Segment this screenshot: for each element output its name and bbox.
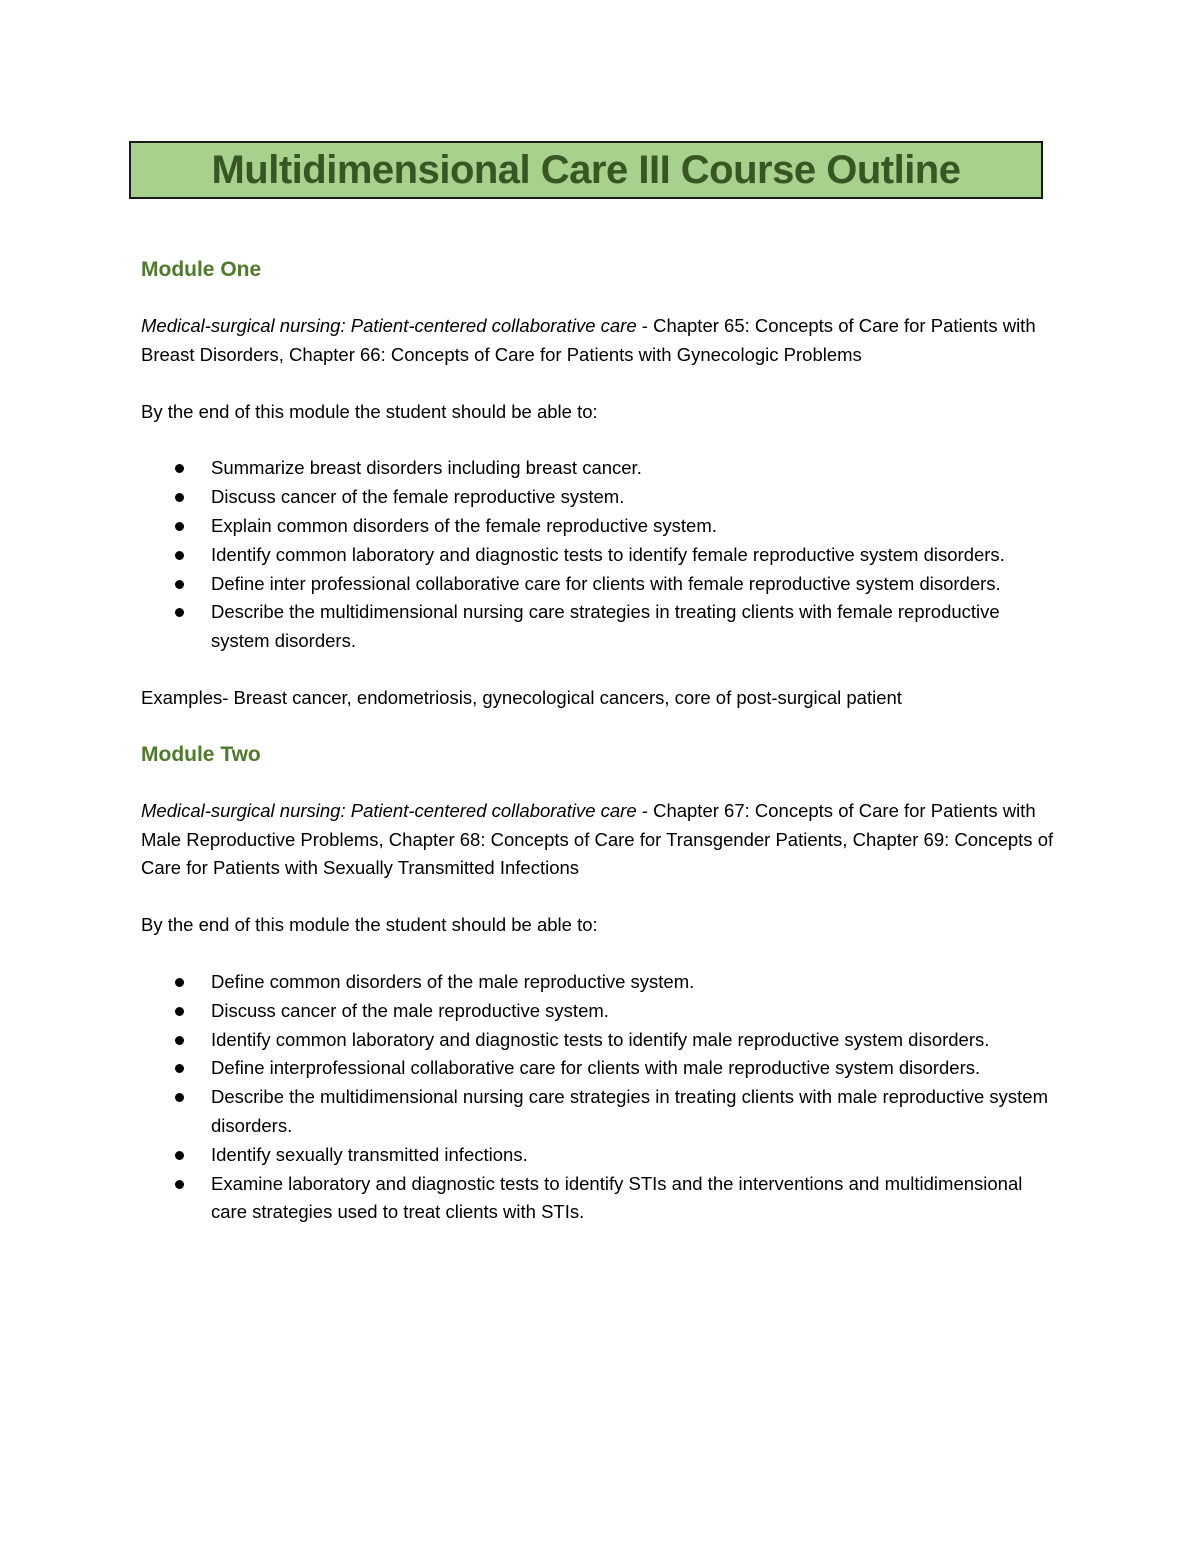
list-item [141,997,1056,1026]
module-one-reference-title: Medical-surgical nursing: Patient-centered collaborative care [141,315,637,336]
module-two-reference [141,797,1056,883]
objective-text: Identify common laboratory and diagnostic tests to identify male reproductive system disorders. [211,1028,990,1050]
objective-text: Explain common disorders of the female reproductive system. [211,514,717,536]
module-one-reference [141,312,1056,370]
list-item [141,968,1056,997]
list-item [141,1054,1056,1083]
list-item [141,570,1056,599]
bullet-icon [175,1007,184,1016]
list-item [141,598,1056,656]
list-item [141,454,1056,483]
module-one-intro: By the end of this module the student should be able to: [141,400,598,422]
module-one-reference-chapters: - Chapter 65: Concepts of Care for Patients with Breast Disorders, Chapter 66: Concepts of Care for Patients with Gynecologic Problems [141,315,1036,365]
objective-text: Identify common laboratory and diagnostic tests to identify female reproductive system disorders. [211,543,1005,565]
objective-text: Define inter professional collaborative care for clients with female reproductive system disorders. [211,572,1001,594]
module-one-section [141,256,1056,713]
list-item [141,1026,1056,1055]
bullet-icon [175,1180,184,1189]
objective-text: Identify sexually transmitted infections. [211,1143,528,1165]
page-title: Multidimensional Care III Course Outline [211,147,961,192]
module-two-reference-chapters: - Chapter 67: Concepts of Care for Patients with Male Reproductive Problems, Chapter 68: Concepts of Care for Transgender Patients, Chapter 69: Concepts of Care for Patients with Sexually Transmitted Infections [141,799,1054,879]
bullet-icon [175,1064,184,1073]
bullet-icon [175,1036,184,1045]
list-item [141,1170,1056,1228]
objective-text: Examine laboratory and diagnostic tests to identify STIs and the interventions and multidimensional care strategies used to treat clients with STIs. [211,1172,1023,1223]
objective-text: Define common disorders of the male reproductive system. [211,970,695,992]
module-two-section [141,741,1056,1227]
bullet-icon [175,978,184,987]
title-banner [129,141,1043,199]
module-two-objectives [141,968,1056,1227]
bullet-icon [175,1093,184,1102]
bullet-icon [175,551,184,560]
document-body [141,256,1056,1255]
module-one-objectives [141,454,1056,656]
objective-text: Describe the multidimensional nursing care strategies in treating clients with female reproductive system disorders. [211,601,1000,652]
list-item [141,1083,1056,1141]
list-item [141,1141,1056,1170]
list-item [141,541,1056,570]
objective-text: Summarize breast disorders including breast cancer. [211,457,642,479]
bullet-icon [175,493,184,502]
module-one-heading: Module One [141,258,262,281]
module-one-examples: Examples- Breast cancer, endometriosis, gynecological cancers, core of post-surgical patient [141,686,902,708]
module-two-reference-title: Medical-surgical nursing: Patient-centered collaborative care [141,799,637,821]
bullet-icon [175,464,184,473]
list-item [141,483,1056,512]
objective-text: Discuss cancer of the female reproductive system. [211,486,625,508]
list-item [141,512,1056,541]
bullet-icon [175,608,184,617]
bullet-icon [175,522,184,531]
bullet-icon [175,1151,184,1160]
module-two-heading: Module Two [141,742,261,766]
module-two-intro: By the end of this module the student should be able to: [141,914,598,936]
objective-text: Define interprofessional collaborative care for clients with male reproductive system disorders. [211,1057,981,1079]
objective-text: Describe the multidimensional nursing care strategies in treating clients with male reproductive system disorders. [211,1086,1048,1136]
objective-text: Discuss cancer of the male reproductive system. [211,999,609,1021]
bullet-icon [175,580,184,589]
